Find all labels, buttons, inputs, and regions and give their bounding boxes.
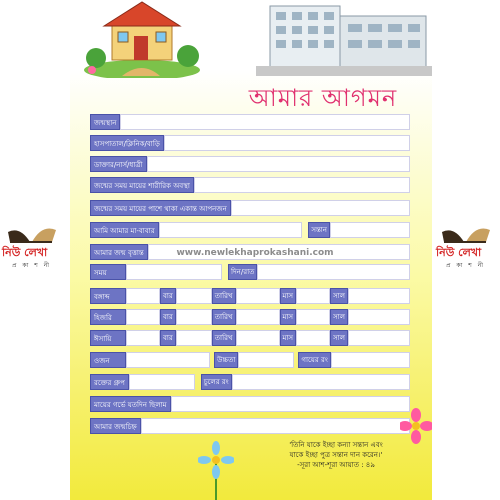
label-birthmark: আমার জন্মচিহ্ন bbox=[90, 418, 141, 434]
label-child: সন্তান bbox=[308, 222, 330, 238]
label-sal: সাল bbox=[330, 309, 348, 325]
input-bangla-sal[interactable] bbox=[348, 288, 410, 304]
form-row-birthplace bbox=[90, 114, 410, 130]
input-time[interactable] bbox=[126, 264, 222, 280]
input-isayi-tarikh[interactable] bbox=[236, 330, 280, 346]
input-child[interactable] bbox=[330, 222, 410, 238]
input-height[interactable] bbox=[238, 352, 294, 368]
flower-icon bbox=[198, 440, 234, 500]
label-doctor: ডাক্তার/নার্স/ধাত্রী bbox=[90, 156, 147, 172]
page-title: আমার আগমন bbox=[248, 84, 398, 112]
book-icon bbox=[434, 220, 500, 246]
input-birthplace[interactable] bbox=[120, 114, 410, 130]
input-isayi-sal[interactable] bbox=[348, 330, 410, 346]
label-relatives: জন্মের সময় মায়ের পাশে থাকা একান্ত আপনজন bbox=[90, 200, 231, 216]
label-sal: সাল bbox=[330, 288, 348, 304]
input-bangla-value[interactable] bbox=[126, 288, 160, 304]
form-row-isayi-date bbox=[90, 330, 410, 346]
label-weight: ওজন bbox=[90, 352, 126, 368]
label-isayi: ঈসায়ি bbox=[90, 330, 126, 346]
label-height: উচ্চতা bbox=[214, 352, 238, 368]
logo-subtext: প্র কা শ নী bbox=[12, 262, 51, 269]
input-bangla-mas[interactable] bbox=[296, 288, 330, 304]
publisher-logo-right bbox=[434, 220, 500, 274]
label-sal: সাল bbox=[330, 330, 348, 346]
quote-line-2: যাকে ইচ্ছা পুত্র সন্তান দান করেন।' bbox=[289, 451, 383, 459]
input-isayi-bar[interactable] bbox=[176, 330, 212, 346]
input-doctor[interactable] bbox=[147, 156, 410, 172]
logo-text: নিউ লেখা bbox=[2, 246, 48, 259]
label-tarikh: তারিখ bbox=[212, 309, 236, 325]
label-blood-group: রক্তের গ্রুপ bbox=[90, 374, 129, 390]
label-time: সময় bbox=[90, 264, 126, 280]
quote-source: -সূরা আশ-শূরা আয়াত : ৪৯ bbox=[297, 461, 375, 469]
label-day-night: দিন/রাত bbox=[228, 264, 257, 280]
form-row-mother-condition bbox=[90, 177, 410, 193]
label-womb-duration: মায়ের গর্ভে যতদিন ছিলাম bbox=[90, 396, 171, 412]
form-row-doctor bbox=[90, 156, 410, 172]
input-hijri-bar[interactable] bbox=[176, 309, 212, 325]
input-hijri-sal[interactable] bbox=[348, 309, 410, 325]
input-weight[interactable] bbox=[126, 352, 210, 368]
label-birth-news: আমার জন্ম বৃত্তান্ত bbox=[90, 244, 148, 260]
input-mother-condition[interactable] bbox=[194, 177, 410, 193]
label-hijri: হিজরি bbox=[90, 309, 126, 325]
input-hijri-tarikh[interactable] bbox=[236, 309, 280, 325]
input-womb-duration[interactable] bbox=[171, 396, 410, 412]
input-skin-color[interactable] bbox=[331, 352, 410, 368]
quote-line-1: 'তিনি যাকে ইচ্ছা কন্যা সন্তান এবং bbox=[289, 441, 383, 449]
input-relatives[interactable] bbox=[231, 200, 410, 216]
logo-subtext: প্র কা শ নী bbox=[446, 262, 485, 269]
input-day-night[interactable] bbox=[257, 264, 410, 280]
input-hijri-mas[interactable] bbox=[296, 309, 330, 325]
label-bar: বার bbox=[160, 288, 176, 304]
hospital-illustration bbox=[256, 0, 432, 76]
form-row-hospital bbox=[90, 135, 410, 151]
label-mas: মাস bbox=[280, 288, 297, 304]
input-birthmark[interactable] bbox=[141, 418, 410, 434]
label-mother-condition: জন্মের সময় মায়ের শারীরিক অবস্থা bbox=[90, 177, 194, 193]
logo-text: নিউ লেখা bbox=[436, 246, 482, 259]
label-bar: বার bbox=[160, 309, 176, 325]
form-row-birthmark bbox=[90, 418, 410, 434]
label-tarikh: তারিখ bbox=[212, 288, 236, 304]
input-hospital[interactable] bbox=[164, 135, 410, 151]
book-icon bbox=[0, 220, 66, 246]
input-parents[interactable] bbox=[159, 222, 303, 238]
watermark-url: www.newlekhaprokashani.com bbox=[176, 248, 334, 258]
label-bar: বার bbox=[160, 330, 176, 346]
input-hijri-value[interactable] bbox=[126, 309, 160, 325]
label-birthplace: জন্মস্থান bbox=[90, 114, 120, 130]
label-mas: মাস bbox=[280, 309, 297, 325]
label-tarikh: তারিখ bbox=[212, 330, 236, 346]
form-row-relatives bbox=[90, 200, 410, 216]
form-row-blood bbox=[90, 374, 410, 390]
baby-record-page bbox=[70, 0, 432, 500]
label-hair-color: চুলের রং bbox=[201, 374, 232, 390]
form-row-parents bbox=[90, 222, 410, 238]
form-row-time bbox=[90, 264, 410, 280]
quote-block bbox=[242, 440, 430, 470]
label-bangla: বঙ্গাব্দ bbox=[90, 288, 126, 304]
form-row-womb bbox=[90, 396, 410, 412]
form-row-bangla-date bbox=[90, 288, 410, 304]
input-bangla-tarikh[interactable] bbox=[236, 288, 280, 304]
input-hair-color[interactable] bbox=[232, 374, 410, 390]
input-isayi-value[interactable] bbox=[126, 330, 160, 346]
label-hospital: হাসপাতাল/ক্লিনিক/বাড়ি bbox=[90, 135, 164, 151]
input-bangla-bar[interactable] bbox=[176, 288, 212, 304]
label-mas: মাস bbox=[280, 330, 297, 346]
input-blood-group[interactable] bbox=[129, 374, 195, 390]
house-illustration bbox=[82, 0, 202, 78]
label-skin-color: গায়ের রং bbox=[298, 352, 331, 368]
form-row-hijri-date bbox=[90, 309, 410, 325]
input-isayi-mas[interactable] bbox=[296, 330, 330, 346]
publisher-logo-left bbox=[0, 220, 66, 274]
label-parents: আমি আমার মা-বাবার bbox=[90, 222, 159, 238]
form-row-weight bbox=[90, 352, 410, 368]
